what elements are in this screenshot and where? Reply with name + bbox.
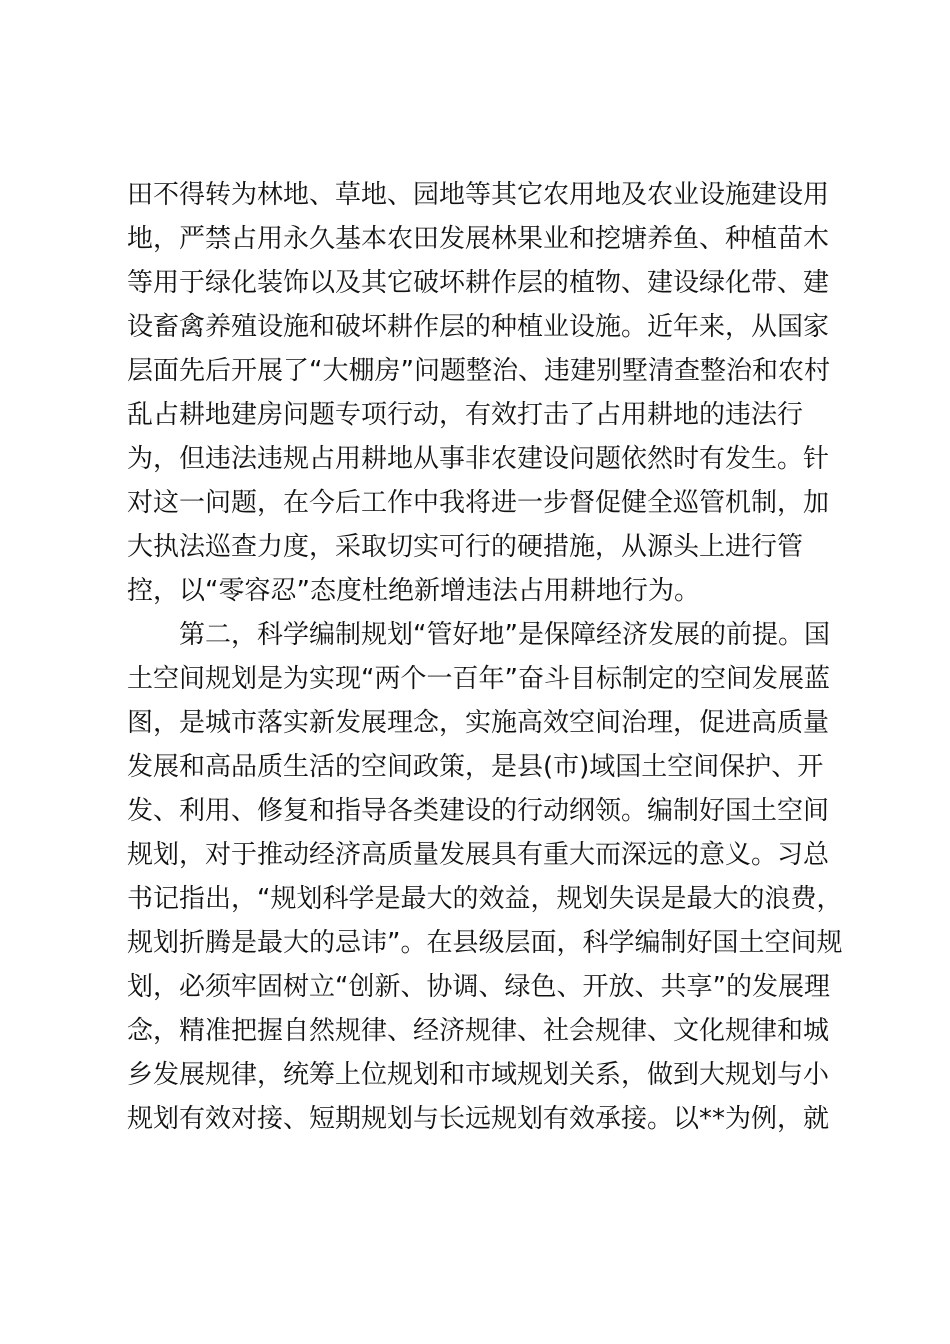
document-body: [127, 173, 843, 1141]
text-line: 大执法巡查力度，采取切实可行的硬措施，从源头上进行管: [127, 532, 804, 562]
text-line: 发展和高品质生活的空间政策，是县(市)域国土空间保护、开: [127, 752, 824, 782]
text-line: 田不得转为林地、草地、园地等其它农用地及农业设施建设用: [127, 180, 830, 210]
text-line: 土空间规划是为实现“两个一百年”奋斗目标制定的空间发展蓝: [127, 664, 830, 694]
text-line: 规划折腾是最大的忌讳”。在县级层面，科学编制好国土空间规: [127, 928, 843, 958]
text-line: 设畜禽养殖设施和破坏耕作层的种植业设施。近年来，从国家: [127, 312, 830, 342]
text-line: 乡发展规律，统筹上位规划和市域规划关系，做到大规划与小: [127, 1060, 830, 1090]
text-line: 对这一问题，在今后工作中我将进一步督促健全巡管机制，加: [127, 488, 830, 518]
text-line: 念，精准把握自然规律、经济规律、社会规律、文化规律和城: [127, 1016, 830, 1046]
text-line: 控，以“零容忍”态度杜绝新增违法占用耕地行为。: [127, 576, 700, 606]
text-line: 规划，对于推动经济高质量发展具有重大而深远的意义。习总: [127, 840, 830, 870]
text-line: 发、利用、修复和指导各类建设的行动纲领。编制好国土空间: [127, 796, 830, 826]
text-line: 层面先后开展了“大棚房”问题整治、违建别墅清查整治和农村: [127, 356, 830, 386]
text-line: 图，是城市落实新发展理念，实施高效空间治理，促进高质量: [127, 708, 830, 738]
text-line: 为，但违法违规占用耕地从事非农建设问题依然时有发生。针: [127, 444, 830, 474]
paragraph-first-line: 第二，科学编制规划“管好地”是保障经济发展的前提。国: [179, 620, 830, 650]
text-line: 划，必须牢固树立“创新、协调、绿色、开放、共享”的发展理: [127, 972, 830, 1002]
text-line: 书记指出，“规划科学是最大的效益，规划失误是最大的浪费，: [127, 884, 843, 914]
text-line: 地，严禁占用永久基本农田发展林果业和挖塘养鱼、种植苗木: [127, 224, 830, 254]
text-line: 规划有效对接、短期规划与长远规划有效承接。以**为例，就: [127, 1104, 830, 1134]
text-line: 乱占耕地建房问题专项行动，有效打击了占用耕地的违法行: [127, 400, 804, 430]
text-line: 等用于绿化装饰以及其它破坏耕作层的植物、建设绿化带、建: [127, 268, 830, 298]
